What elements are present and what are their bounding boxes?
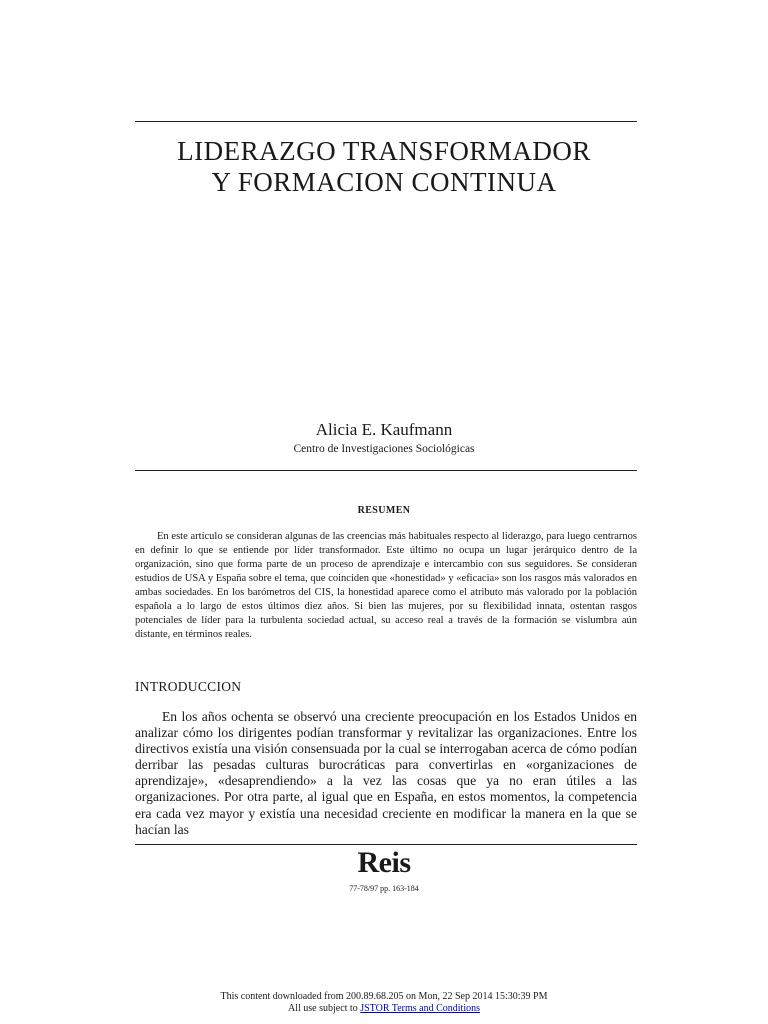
terms-line xyxy=(0,1003,768,1015)
jstor-terms-link[interactable]: JSTOR Terms and Conditions xyxy=(360,1003,480,1014)
author-affiliation: Centro de Investigaciones Sociológicas xyxy=(293,443,475,455)
bottom-rule xyxy=(135,844,637,845)
download-footer xyxy=(0,991,768,1015)
abstract-text: En este artículo se consideran algunas de las creencias más habituales respecto al liderazgo, para luego centrarnos en definir lo que se entiende por líder transformador. Este último no ocupa un lugar jerárquico dentro de la organización, sino que forma parte de un proceso de aprendizaje e intercambio con sus seguidores. Se consideran estudios de USA y España sobre el tema, que coinciden que «honestidad» y «eficacia» son los rasgos más valorados en ambas sociedades. En los barómetros del CIS, la honestidad aparece como el atributo más valorado por la población española a lo largo de estos últimos diez años. Si bien las mujeres, por su flexibilidad innata, ostentan rasgos potenciales de líder para la turbulenta sociedad actual, su acceso real a través de la formación se vislumbra aún distante, en términos reales. xyxy=(135,531,637,640)
abstract-heading: RESUMEN xyxy=(357,505,411,516)
author-rule xyxy=(135,470,637,471)
section-heading: INTRODUCCION xyxy=(135,679,242,694)
article-title xyxy=(0,136,768,198)
author-name: Alicia E. Kaufmann xyxy=(315,420,453,439)
body-paragraph: En los años ochenta se observó una creciente preocupación en los Estados Unidos en analizar cómo los dirigentes podían transformar y revitalizar las organizaciones. Entre los directivos existía una visión consensuada por la cual se interrogaban acerca de cómo podían derribar las pesadas culturas burocráticas para convertirlas en «organizaciones de aprendizaje», «desaprendiendo» a la vez las cosas que ya no eran útiles a las organizaciones. Por otra parte, al igual que en España, en estos momentos, la competencia era cada vez mayor y existía una necesidad creciente en modificar la manera en la que se hacían las xyxy=(135,709,637,837)
top-rule xyxy=(135,121,637,122)
article-title-line-1: LIDERAZGO TRANSFORMADOR xyxy=(177,136,591,166)
article-title-line-2: Y FORMACION CONTINUA xyxy=(211,167,557,197)
journal-pages: 77-78/97 pp. 163-184 xyxy=(349,884,419,893)
journal-logo: Reis xyxy=(357,846,411,879)
terms-prefix: All use subject to xyxy=(288,1003,361,1014)
download-notice: This content downloaded from 200.89.68.205 on Mon, 22 Sep 2014 15:30:39 PM xyxy=(220,991,548,1002)
